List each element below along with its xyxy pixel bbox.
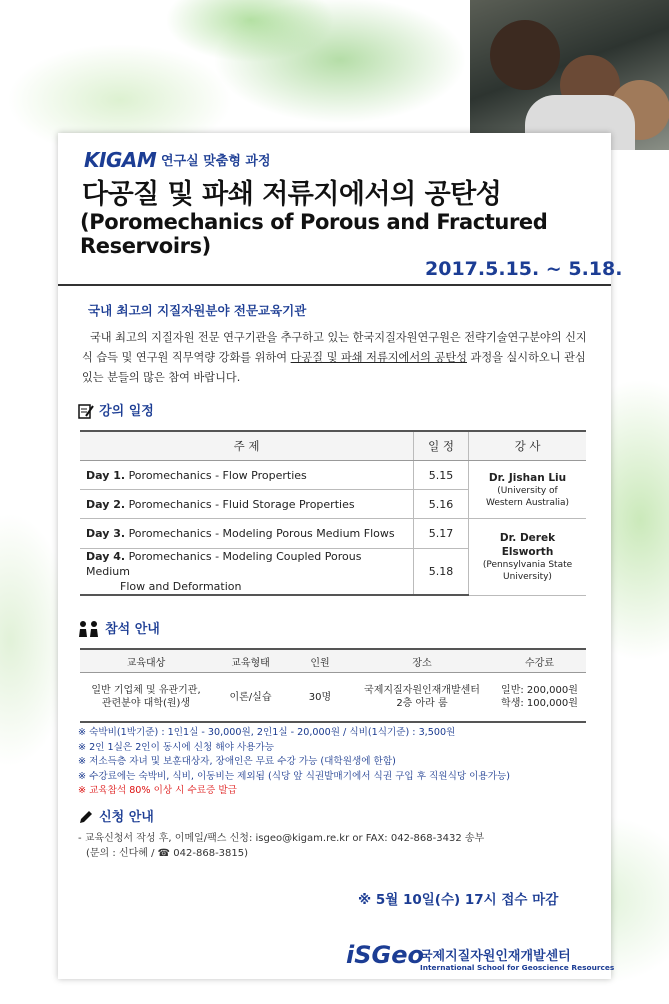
apply-text (78, 831, 484, 861)
kigam-logo: KIGAM (84, 148, 157, 172)
lecturer-affil: (University of (497, 485, 558, 496)
school-name-english: International School for Geoscience Resources (420, 963, 615, 972)
lecturer-name: Dr. Jishan Liu (488, 471, 567, 484)
table-row (80, 519, 586, 549)
topic-cell: Day 3. Poromechanics - Modeling Porous Medium Flows (80, 519, 414, 549)
note-item-red: ※ 교육참석 80% 이상 시 수료증 발급 (78, 785, 237, 797)
lecturer-affil: University) (503, 571, 552, 582)
target-cell: 일반 기업체 및 유관기관, 관련분야 대학(원)생 (80, 673, 212, 723)
photo-person-1 (490, 20, 560, 90)
title-english: (Poromechanics of Porous and Fractured Reservoirs) (80, 210, 548, 258)
col-date: 일 정 (414, 431, 469, 461)
schedule-section-header (78, 400, 154, 419)
attendance-heading: 참석 안내 (105, 622, 160, 637)
pencil-icon (78, 809, 94, 825)
notes-list (78, 726, 510, 799)
table-row (80, 461, 586, 490)
title-korean: 다공질 및 파쇄 저류지에서의 공탄성 (82, 179, 502, 210)
col-target: 교육대상 (80, 649, 212, 673)
intro-text-after: 과정을 실시하오니 관심있는 분들의 많은 참여 바랍니다. (82, 351, 586, 384)
col-place: 장소 (351, 649, 493, 673)
count-cell: 30명 (289, 673, 351, 723)
topic-cell: Day 1. Poromechanics - Flow Properties (80, 461, 414, 490)
apply-line: - 교육신청서 작성 후, 이메일/팩스 신청: isgeo@kigam.re.kr or FAX: 042-868-3432 송부 (78, 833, 485, 844)
attendance-section-header (78, 618, 160, 638)
schedule-heading: 강의 일정 (99, 404, 154, 419)
apply-section-header (78, 806, 154, 825)
intro-text-before: 국내 최고의 지질자원 전문 연구기관을 추구하고 있는 한국지질자원연구원은 전략기술연구분야의 신지식 습득 및 연구원 직무역량 강화를 위하여 (82, 331, 587, 364)
isgeo-logo: iSGeo (346, 941, 424, 969)
topic-cell: Day 2. Poromechanics - Fluid Storage Properties (80, 490, 414, 519)
intro-heading: 국내 최고의 지질자원분야 전문교육기관 (88, 303, 307, 318)
place-cell: 국제지질자원인재개발센터 2층 아라 룸 (351, 673, 493, 723)
note-item: ※ 저소득층 자녀 및 보훈대상자, 장애인은 무료 수강 가능 (대학원생에 한함) (78, 756, 396, 768)
intro-text-underlined: 다공질 및 파쇄 저류지에서의 공탄성 (290, 351, 467, 364)
date-cell: 5.16 (414, 490, 469, 519)
intro-text (82, 328, 592, 388)
date-cell: 5.17 (414, 519, 469, 549)
notepad-pen-icon (78, 403, 94, 419)
col-format: 교육형태 (212, 649, 289, 673)
kigam-subtitle: 연구실 맞춤형 과정 (161, 154, 271, 169)
table-row (80, 673, 586, 723)
col-count: 인원 (289, 649, 351, 673)
format-cell: 이론/실습 (212, 673, 289, 723)
note-item: ※ 수강료에는 숙박비, 식비, 이동비는 제외됨 (식당 앞 식권발매기에서 식권 구입 후 직원식당 이용가능) (78, 770, 510, 782)
col-topic: 주 제 (80, 431, 414, 461)
fee-cell: 일반: 200,000원 학생: 100,000원 (493, 673, 586, 723)
deadline: ※ 5월 10일(수) 17시 접수 마감 (358, 892, 559, 908)
col-lecturer: 강 사 (469, 431, 587, 461)
apply-heading: 신청 안내 (99, 810, 154, 825)
date-cell: 5.18 (414, 549, 469, 596)
lecturer-cell-2 (469, 519, 587, 596)
lecturer-name: Dr. Derek Elsworth (499, 531, 556, 558)
school-name-korean: 국제지질자원인재개발센터 (420, 949, 571, 964)
note-item: ※ 2인 1실은 2인이 동시에 신청 해야 사용가능 (78, 741, 274, 753)
date-cell: 5.15 (414, 461, 469, 490)
schedule-table (80, 430, 586, 596)
note-item: ※ 숙박비(1박기준) : 1인1실 - 30,000원, 2인1실 - 20,000원 / 식비(1식기준) : 3,500원 (78, 727, 456, 738)
course-date: 2017.5.15. ~ 5.18. (425, 258, 623, 280)
lecturer-cell-1 (469, 461, 587, 519)
attendance-table (80, 648, 586, 723)
lecturer-affil: (Pennsylvania State (482, 559, 573, 570)
people-icon (78, 620, 100, 638)
header-photo (470, 0, 669, 150)
divider (58, 284, 611, 286)
lecturer-affil: Western Australia) (485, 497, 570, 508)
col-fee: 수강료 (493, 649, 586, 673)
topic-cell: Day 4. Poromechanics - Modeling Coupled Porous Medium Flow and Deformation (80, 549, 414, 596)
contact-line: (문의 : 신다혜 / ☎ 042-868-3815) (86, 848, 249, 859)
